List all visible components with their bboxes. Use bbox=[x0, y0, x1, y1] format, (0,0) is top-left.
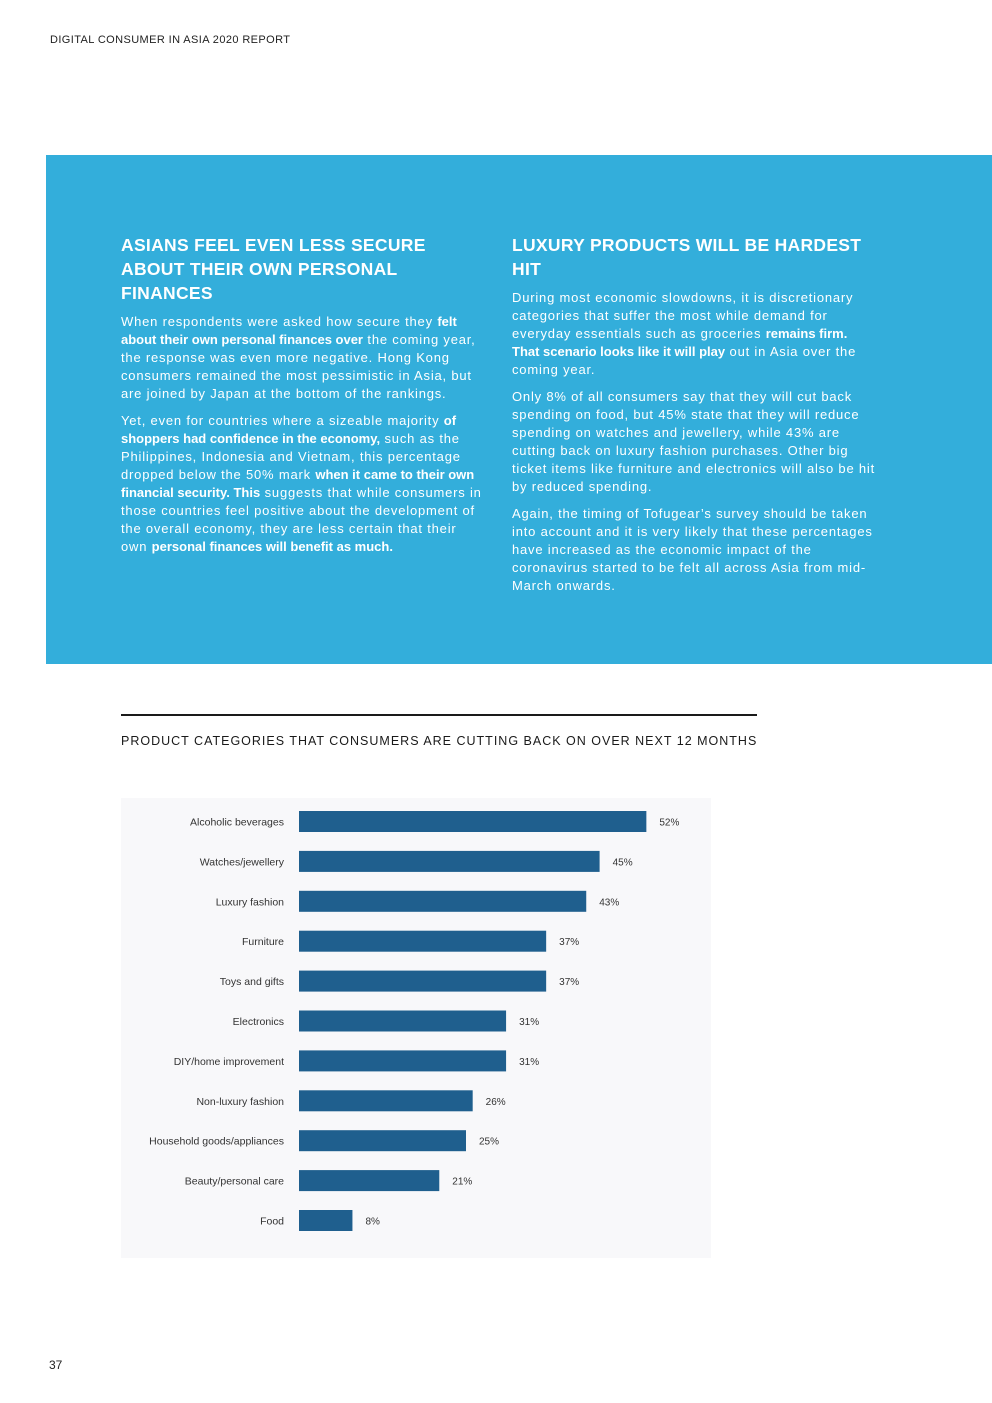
value-label: 21% bbox=[452, 1176, 473, 1188]
highlight-panel bbox=[46, 155, 992, 664]
left-paragraph-1: When respondents were asked how secure they felt about their own personal finances over the coming year, the response was even more negative. Hong Kong consumers remained the most pessimistic in Asia, but are joined by Japan at the bottom of the rankings. bbox=[121, 314, 476, 401]
chart-divider bbox=[121, 714, 757, 716]
category-label: Food bbox=[260, 1215, 284, 1228]
bar bbox=[299, 1170, 439, 1191]
value-label: 52% bbox=[659, 817, 680, 829]
value-label: 25% bbox=[479, 1136, 500, 1148]
bar bbox=[299, 1090, 473, 1111]
right-column bbox=[512, 233, 877, 604]
bar bbox=[299, 971, 546, 992]
value-label: 37% bbox=[559, 937, 580, 949]
left-heading: ASIANS FEEL EVEN LESS SECURE ABOUT THEIR OWN PERSONAL FINANCES bbox=[121, 235, 426, 303]
right-heading: LUXURY PRODUCTS WILL BE HARDEST HIT bbox=[512, 235, 862, 279]
bar-chart bbox=[121, 798, 711, 1258]
value-label: 31% bbox=[519, 1017, 540, 1028]
bar bbox=[299, 1130, 466, 1151]
right-paragraph-1: During most economic slowdowns, it is discretionary categories that suffer the most while demand for everyday essentials such as groceries remains firm. That scenario looks like it will play out in Asia over the coming year. bbox=[512, 290, 857, 377]
bar bbox=[299, 891, 586, 912]
category-label: DIY/home improvement bbox=[173, 1055, 284, 1068]
category-label: Luxury fashion bbox=[215, 896, 284, 909]
bar bbox=[299, 811, 646, 832]
value-label: 45% bbox=[612, 857, 633, 869]
value-label: 8% bbox=[365, 1216, 380, 1228]
category-label: Alcoholic beverages bbox=[190, 816, 284, 829]
category-label: Non-luxury fashion bbox=[196, 1095, 284, 1108]
value-label: 31% bbox=[519, 1056, 540, 1068]
bar bbox=[299, 1011, 506, 1032]
value-label: 26% bbox=[485, 1096, 506, 1108]
category-label: Beauty/personal care bbox=[184, 1175, 284, 1188]
bar bbox=[299, 1050, 506, 1071]
category-label: Furniture bbox=[241, 936, 284, 949]
bar bbox=[299, 1210, 352, 1231]
value-label: 37% bbox=[559, 977, 580, 989]
category-label: Watches/jewellery bbox=[199, 856, 284, 869]
category-label: Household goods/appliances bbox=[149, 1135, 284, 1148]
chart-title: PRODUCT CATEGORIES THAT CONSUMERS ARE CUTTING BACK ON OVER NEXT 12 MONTHS bbox=[121, 734, 758, 748]
page-number: 37 bbox=[49, 1358, 63, 1372]
left-paragraph-2: Yet, even for countries where a sizeable majority of shoppers had confidence in the economy, such as the Philippines, Indonesia and Vietnam, this percentage dropped below the 50% mark when it came to their own financial security. This suggests that while consumers in those countries feel positive about the development of the overall economy, they are less certain that their own personal finances will benefit as much. bbox=[121, 413, 482, 554]
running-header: DIGITAL CONSUMER IN ASIA 2020 REPORT bbox=[50, 34, 291, 46]
bar bbox=[299, 931, 546, 952]
category-label: Electronics bbox=[232, 1016, 284, 1028]
category-label: Toys and gifts bbox=[219, 976, 284, 989]
value-label: 43% bbox=[599, 897, 620, 909]
right-paragraph-3: Again, the timing of Tofugear’s survey should be taken into account and it is very likely that these percentages have increased as the economic impact of the coronavirus started to be felt all across Asia from mid-March onwards. bbox=[512, 506, 873, 593]
left-column bbox=[121, 233, 483, 565]
right-paragraph-2: Only 8% of all consumers say that they will cut back spending on food, but 45% state that they will reduce spending on watches and jewellery, while 43% are cutting back on luxury fashion purchases. Other big ticket items like furniture and electronics will also be hit by reduced spending. bbox=[512, 389, 876, 494]
bar bbox=[299, 851, 600, 872]
